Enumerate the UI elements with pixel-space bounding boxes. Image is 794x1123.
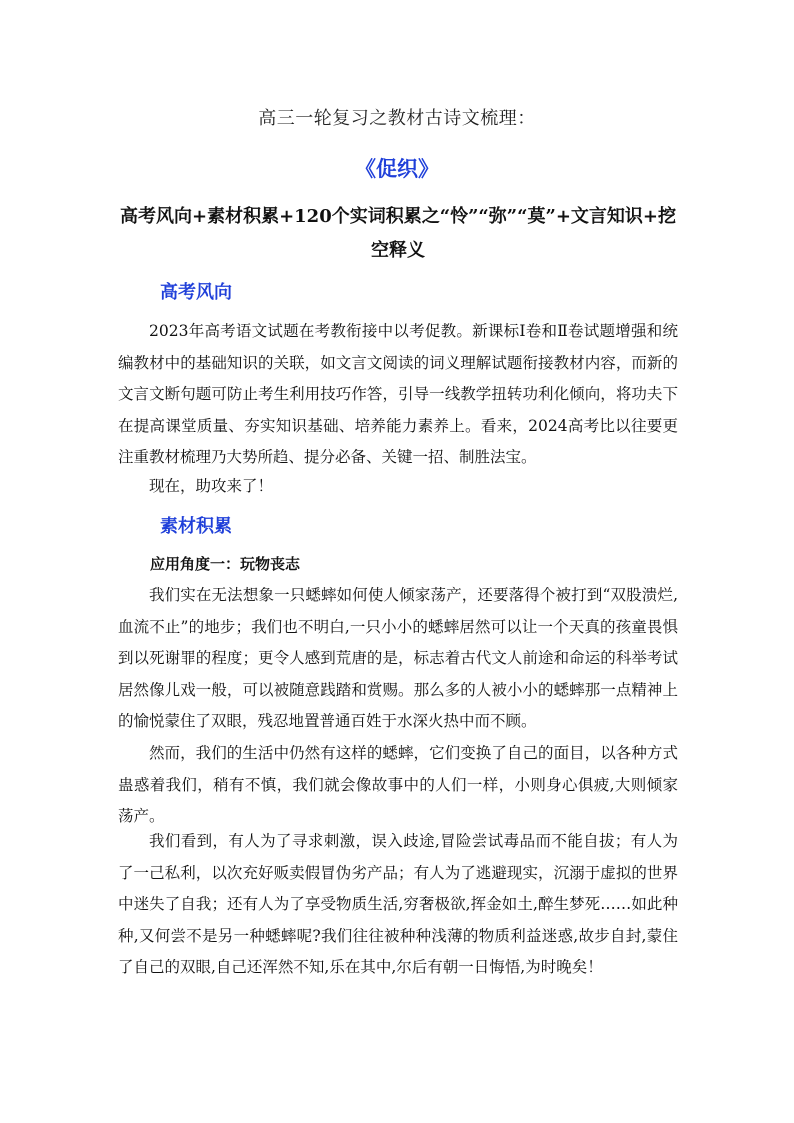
section-heading-material: 素材积累 [160,516,232,537]
section-heading-trend: 高考风向 [160,282,232,303]
book-title: 《促织》 [355,157,439,181]
trend-paragraph-2: 现在，助攻来了！ [149,477,274,495]
trend-paragraph-1: 2023年高考语文试题在考教衔接中以考促教。新课标Ⅰ卷和Ⅱ卷试题增强和统编教材中的基础知识的关联，如文言文阅读的词义理解试题衔接教材内容，而新的文言文断句题可防止考生利用技巧作答，引导一线教学扭转功利化倾向，将功夫下在提高课堂质量、夯实知识基础、培养能力素养上。看来，2024高考比以往要更注重教材梳理乃大势所趋、提分必备、关键一招、制胜法宝。 [118,322,678,466]
material-paragraph-1: 我们实在无法想象一只蟋蟀如何使人倾家荡产，还要落得个被打到“双股溃烂,血流不止”的地步；我们也不明白,一只小小的蟋蟀居然可以让一个天真的孩童畏惧到以死谢罪的程度；更令人感到荒唐的是，标志着古代文人前途和命运的科举考试居然像儿戏一般，可以被随意践踏和赏赐。那么多的人被小小的蟋蟀那一点精神上的愉悦蒙住了双眼，残忍地置普通百姓于水深火热中而不顾。 [118,586,678,730]
material-paragraph-3: 我们看到，有人为了寻求刺激，误入歧途,冒险尝试毒品而不能自拔；有人为了一己私利，以次充好贩卖假冒伪劣产品；有人为了逃避现实，沉溺于虚拟的世界中迷失了自我；还有人为了享受物质生活,穷奢极欲,挥金如土,醉生梦死……如此种种,又何尝不是另一种蟋蟀呢?我们往往被种种浅薄的物质利益迷惑,故步自封,蒙住了自己的双眼,自己还浑然不知,乐在其中,尔后有朝一日悔悟,为时晚矣！ [118,832,678,976]
document-title: 高三一轮复习之教材古诗文梳理： [258,108,536,129]
angle-label: 应用角度一：玩物丧志 [150,555,301,573]
material-paragraph-2: 然而，我们的生活中仍然有这样的蟋蟀，它们变换了自己的面目，以各种方式蛊惑着我们，稍有不慎，我们就会像故事中的人们一样，小则身心俱疲,大则倾家荡产。 [118,744,678,825]
document-subtitle: 高考风向+素材积累+120个实词积累之“怜”“弥”“莫”+文言知识+挖空释义 [119,206,677,261]
